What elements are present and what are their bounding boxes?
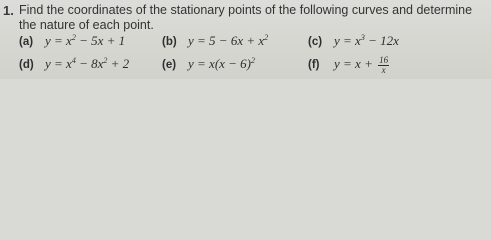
part-e-label: (e) <box>162 59 177 71</box>
question-number: 1. <box>3 3 14 18</box>
part-e <box>162 56 255 72</box>
part-d-label: (d) <box>19 59 34 71</box>
part-f-label: (f) <box>308 59 320 72</box>
part-b-expression: $y = 5 - 6x + x^2$ <box>188 33 269 48</box>
fraction: $\frac{16}{x}$ <box>379 55 389 75</box>
part-a-label: (a) <box>19 36 34 48</box>
question-stem-line-1: Find the coordinates of the stationary points of the following curves and determine <box>19 3 473 17</box>
part-c <box>308 33 399 49</box>
part-f-expression: y = x + $\frac{16}{x}$ <box>334 55 389 75</box>
part-b <box>162 33 268 49</box>
part-c-expression: $y = x^3 - 12x$ <box>334 33 399 48</box>
part-e-expression: $y = x(x - 6)^2$ <box>188 56 256 71</box>
worksheet-page <box>0 0 491 79</box>
question-stem-line-2: the nature of each point. <box>19 18 154 32</box>
part-a <box>19 33 125 49</box>
part-c-label: (c) <box>308 36 323 48</box>
part-a-expression: $y = x^2 - 5x + 1$ <box>45 33 126 48</box>
part-f <box>308 56 389 75</box>
part-d-expression: $y = x^4 - 8x^2 + 2$ <box>45 56 130 71</box>
part-b-label: (b) <box>162 36 177 48</box>
part-d <box>19 56 129 72</box>
